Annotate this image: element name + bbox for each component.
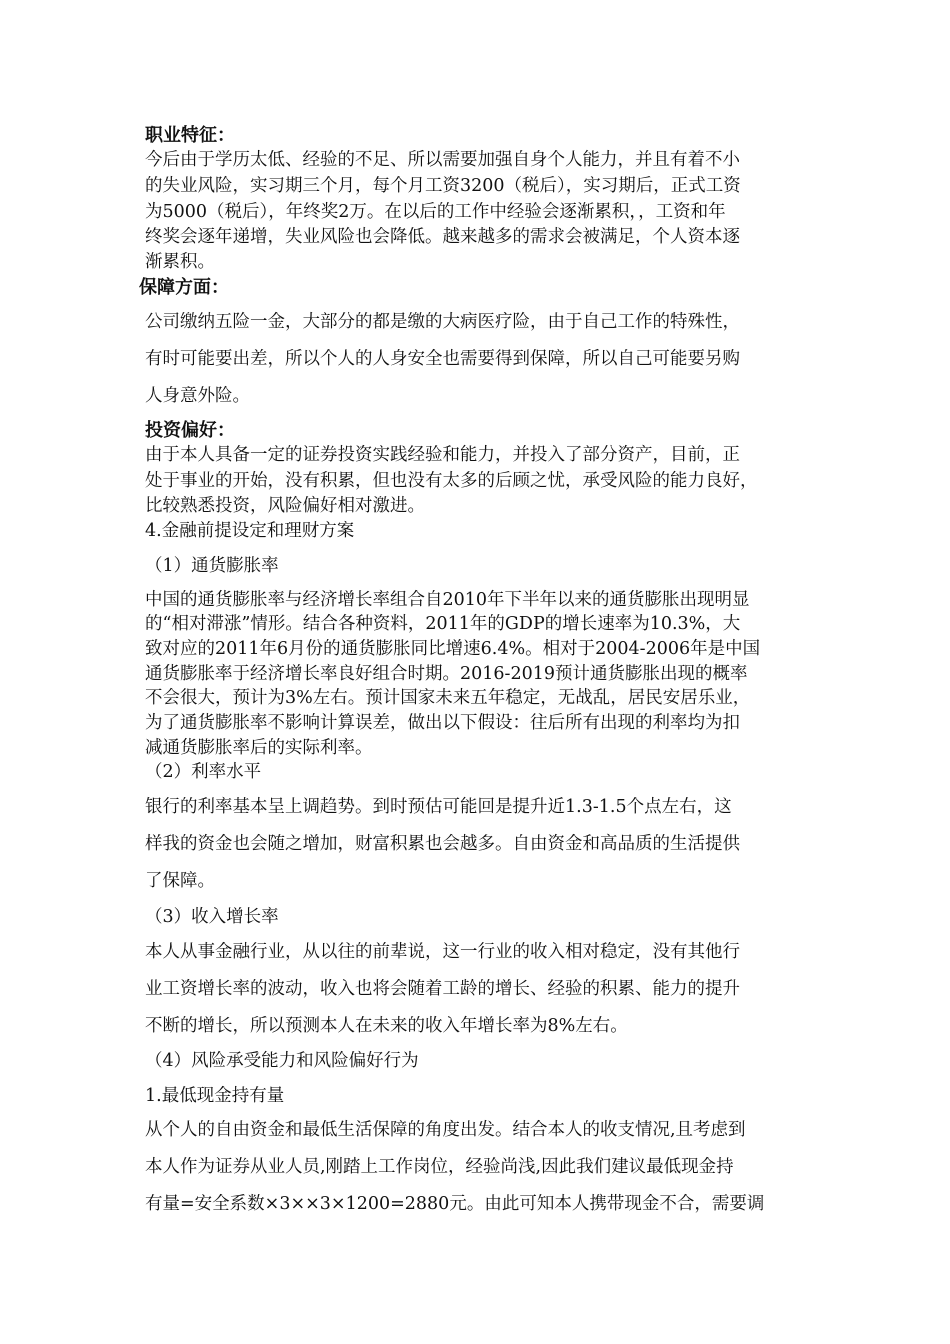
inflation-line: 不会很大，预计为3%左右。预计国家未来五年稳定，无战乱，居民安居乐业， xyxy=(145,688,751,708)
income-line: 不断的增长，所以预测本人在未来的收入年增长率为8%左右。 xyxy=(145,1016,628,1036)
career-line: 的失业风险，实习期三个月，每个月工资3200（税后），实习期后，正式工资 xyxy=(145,176,741,196)
subsection-title: （4）风险承受能力和风险偏好行为 xyxy=(145,1051,419,1071)
interest-line: 样我的资金也会随之增加，财富积累也会越多。自由资金和高品质的生活提供 xyxy=(145,834,740,854)
investment-line: 处于事业的开始，没有积累，但也没有太多的后顾之忧，承受风险的能力良好， xyxy=(145,471,758,491)
subsection-title: （3）收入增长率 xyxy=(145,907,279,927)
inflation-line: 减通货膨胀率后的实际利率。 xyxy=(145,738,373,758)
inflation-line: 中国的通货膨胀率与经济增长率组合自2010年下半年以来的通货膨胀出现明显 xyxy=(145,590,750,610)
interest-line: 了保障。 xyxy=(145,871,215,891)
inflation-line: 通货膨胀率于经济增长率良好组合时期。2016-2019预计通货膨胀出现的概率 xyxy=(145,664,748,684)
subsection-title: （2）利率水平 xyxy=(145,762,262,782)
career-line: 渐累积。 xyxy=(145,252,215,272)
career-line: 终奖会逐年递增，失业风险也会降低。越来越多的需求会被满足，个人资本逐 xyxy=(145,227,740,247)
income-line: 业工资增长率的波动，收入也将会随着工龄的增长、经验的积累、能力的提升 xyxy=(145,979,740,999)
security-line: 有时可能要出差，所以个人的人身安全也需要得到保障，所以自己可能要另购 xyxy=(145,349,740,369)
item-title: 1.最低现金持有量 xyxy=(145,1086,285,1106)
security-heading: 保障方面： xyxy=(139,277,229,298)
inflation-line: 为了通货膨胀率不影响计算误差，做出以下假设：往后所有出现的利率均为扣 xyxy=(145,713,740,733)
career-heading: 职业特征： xyxy=(145,125,235,146)
security-line: 人身意外险。 xyxy=(145,386,250,406)
career-line: 今后由于学历太低、经验的不足、所以需要加强自身个人能力，并且有着不小 xyxy=(145,150,740,170)
investment-heading: 投资偏好： xyxy=(145,420,235,441)
subsection-title: （1）通货膨胀率 xyxy=(145,556,279,576)
cash-line: 本人作为证券从业人员,刚踏上工作岗位，经验尚浅,因此我们建议最低现金持 xyxy=(145,1157,734,1177)
cash-line: 有量=安全系数×3××3×1200=2880元。由此可知本人携带现金不合，需要调 xyxy=(145,1194,765,1214)
inflation-line: 的“相对滞涨”情形。结合各种资料，2011年的GDP的增长速率为10.3%，大 xyxy=(145,614,741,634)
investment-line: 比较熟悉投资，风险偏好相对激进。 xyxy=(145,496,425,516)
interest-line: 银行的利率基本呈上调趋势。到时预估可能回是提升近1.3-1.5个点左右，这 xyxy=(145,797,732,817)
career-line: 为5000（税后），年终奖2万。在以后的工作中经验会逐渐累积，，工资和年 xyxy=(145,202,726,222)
income-line: 本人从事金融行业，从以往的前辈说，这一行业的收入相对稳定，没有其他行 xyxy=(145,942,740,962)
section-4-title: 4.金融前提设定和理财方案 xyxy=(145,521,355,541)
inflation-line: 致对应的2011年6月份的通货膨胀同比增速6.4%。相对于2004-2006年是中国 xyxy=(145,639,761,659)
security-line: 公司缴纳五险一金，大部分的都是缴的大病医疗险，由于自己工作的特殊性， xyxy=(145,312,740,332)
cash-line: 从个人的自由资金和最低生活保障的角度出发。结合本人的收支情况,且考虑到 xyxy=(145,1120,746,1140)
investment-line: 由于本人具备一定的证券投资实践经验和能力，并投入了部分资产，目前，正 xyxy=(145,445,740,465)
